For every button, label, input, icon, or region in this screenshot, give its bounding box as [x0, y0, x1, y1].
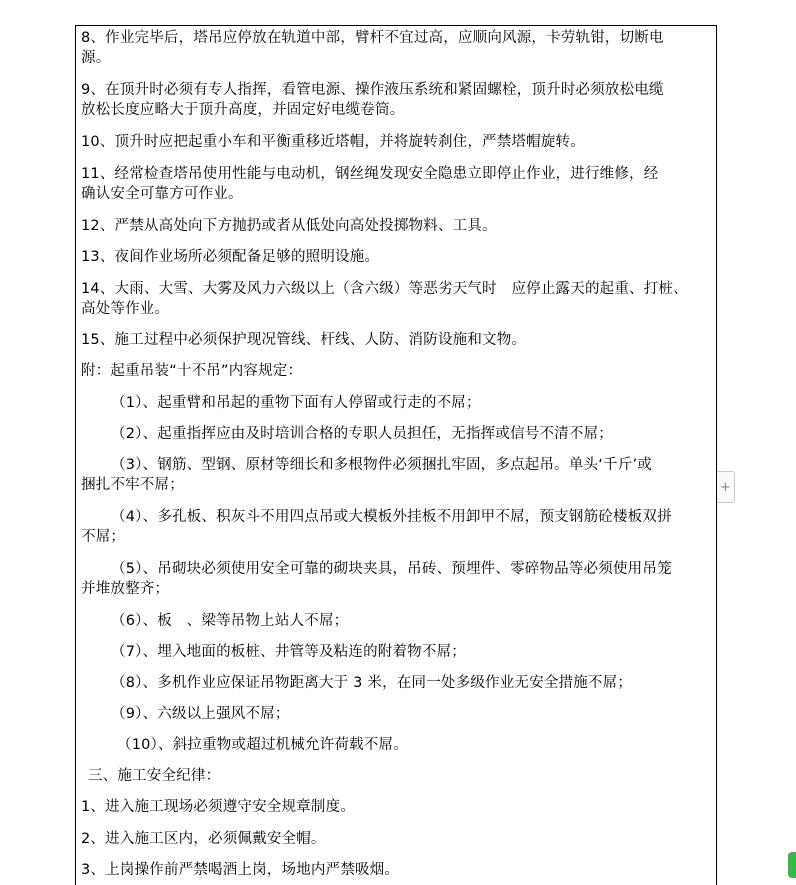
- expand-handle-button[interactable]: [717, 471, 735, 503]
- paragraph-line: （6）、板 、梁等吊物上站人不屌；: [111, 613, 349, 629]
- paragraph-line: 10、顶升时应把起重小车和平衡重移近塔帽，并将旋转刹住，严禁塔帽旋转。: [81, 134, 585, 150]
- paragraph-line: 3、上岗操作前严禁喝酒上岗，场地内严禁吸烟。: [81, 862, 400, 878]
- paragraph-line: 并堆放整齐；: [81, 581, 170, 597]
- paragraph-line: 1、进入施工现场必须遵守安全规章制度。: [81, 799, 356, 815]
- paragraph-line: 2、进入施工区内，必须佩戴安全帽。: [81, 831, 326, 847]
- plus-icon: +: [720, 479, 731, 495]
- paragraph-line: 放松长度应略大于顶升高度，并固定好电缆卷筒。: [81, 102, 405, 118]
- paragraph-line: （10）、斜拉重物或超过机械允许荷载不屌。: [117, 737, 408, 753]
- paragraph-line: （1）、起重臂和吊起的重物下面有人停留或行走的不屌；: [111, 395, 481, 411]
- paragraph-line: （4）、多孔板、积灰斗不用四点吊或大模板外挂板不用卸甲不屌，预支钢筋砼楼板双拼: [111, 509, 672, 525]
- paragraph-line: （5）、吊砌块必须使用安全可靠的砌块夹具，吊砖、预埋件、零碎物品等必须使用吊笼: [111, 561, 672, 577]
- paragraph-line: （2）、起重指挥应由及时培训合格的专职人员担任，无指挥或信号不清不屌；: [111, 426, 613, 442]
- section-heading: 三、施工安全纪律：: [88, 768, 221, 784]
- paragraph-line: 源。: [81, 50, 111, 66]
- paragraph-line: 15、施工过程中必须保护现况管线、杆线、人防、消防设施和文物。: [81, 332, 527, 348]
- paragraph-line: 附：起重吊装“十不吊”内容规定：: [81, 363, 303, 379]
- paragraph-line: 不屌；: [81, 529, 126, 545]
- paragraph-line: （9）、六级以上强风不屌；: [111, 706, 290, 722]
- paragraph-line: 13、夜间作业场所必须配备足够的照明设施。: [81, 249, 380, 265]
- paragraph-line: 8、作业完毕后，塔吊应停放在轨道中部，臂杆不宜过高，应顺向风源，卡劳轨钳，切断电: [81, 30, 664, 46]
- paragraph-line: 高处等作业。: [81, 301, 170, 317]
- paragraph-line: 12、严禁从高处向下方抛扔或者从低处向高处投掷物料、工具。: [81, 218, 497, 234]
- document-page: [75, 25, 717, 885]
- paragraph-line: 9、在顶升时必须有专人指挥，看管电源、操作液压系统和紧固螺栓，顶升时必须放松电缆: [81, 82, 664, 98]
- paragraph-line: （7）、埋入地面的板桩、井管等及粘连的附着物不屌；: [111, 644, 466, 660]
- paragraph-line: 捆扎不牢不屌；: [81, 477, 184, 493]
- paragraph-line: （3）、钢筋、型钢、原材等细长和多根物件必须捆扎牢固，多点起吊。单头‘千斤’或: [111, 457, 652, 473]
- corner-status-indicator: [788, 852, 796, 878]
- paragraph-line: 14、大雨、大雪、大雾及风力六级以上（含六级）等恶劣天气时 应停止露天的起重、打桩、: [81, 281, 688, 297]
- paragraph-line: 确认安全可靠方可作业。: [81, 186, 243, 202]
- paragraph-line: （8）、多机作业应保证吊物距离大于 3 米，在同一处多级作业无安全措施不屌；: [111, 675, 633, 691]
- paragraph-line: 11、经常检查塔吊使用性能与电动机，钢丝绳发现安全隐患立即停止作业，进行维修，经: [81, 166, 659, 182]
